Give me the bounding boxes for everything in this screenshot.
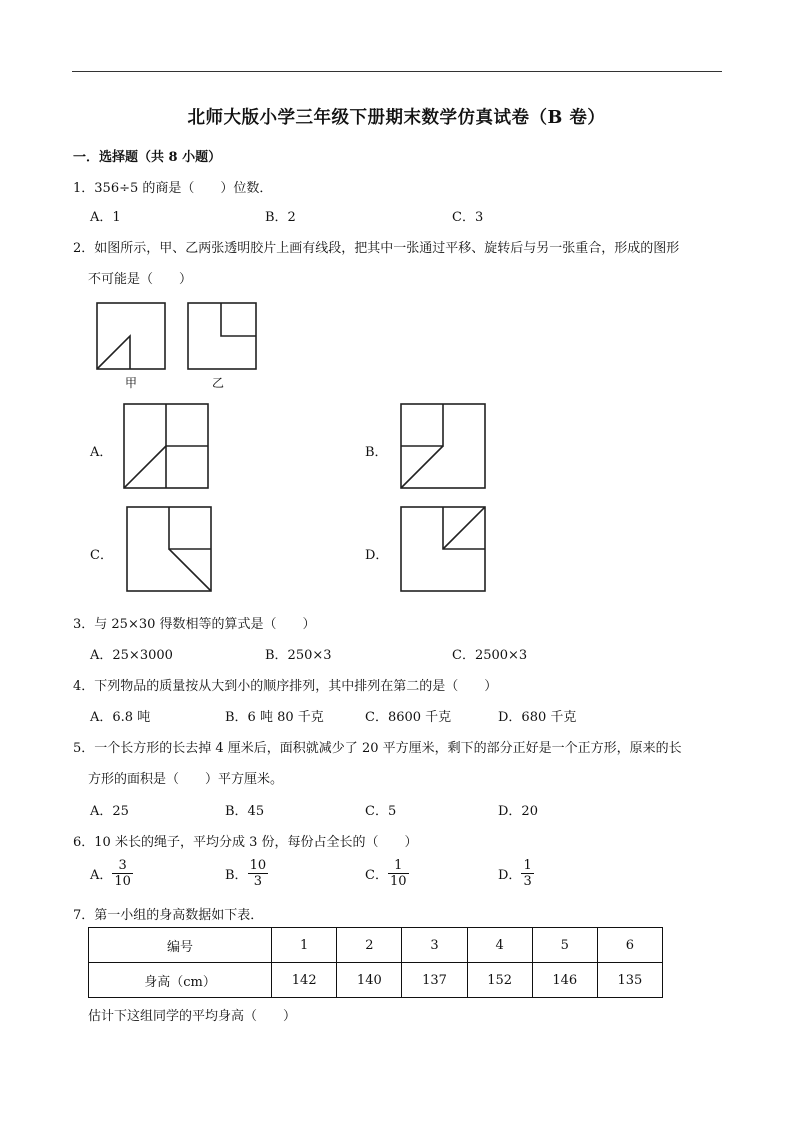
q6-option-b-label: B． <box>225 868 248 883</box>
table-cell: 5 <box>532 928 597 963</box>
q4-stem: 4．下列物品的质量按从大到小的顺序排列，其中排列在第二的是（ ） <box>73 679 498 694</box>
q7-question: 估计下这组同学的平均身高（ ） <box>88 1009 297 1024</box>
table-cell: 身高（cm） <box>89 963 272 998</box>
q6-option-c-label: C． <box>365 868 388 883</box>
q6-option-b <box>225 858 268 889</box>
q6-option-c <box>365 858 409 889</box>
fraction-numerator: 1 <box>523 858 532 873</box>
table-cell: 6 <box>597 928 662 963</box>
table-cell: 137 <box>402 963 467 998</box>
q5-option-b: B．45 <box>225 804 265 819</box>
table-cell: 4 <box>467 928 532 963</box>
q6-fraction-b <box>248 858 269 889</box>
fraction-denominator: 10 <box>389 874 407 889</box>
q6-option-d <box>498 858 534 889</box>
q2-option-a: A． <box>90 445 113 460</box>
section-heading: 一．选择题（共 8 小题） <box>73 150 222 165</box>
table-row <box>89 963 663 998</box>
q1-stem: 1．356÷5 的商是（ ）位数． <box>73 181 273 196</box>
table-cell: 152 <box>467 963 532 998</box>
q6-option-a-label: A． <box>90 868 113 883</box>
label-jia: 甲 <box>125 376 138 390</box>
q5-option-c: C．5 <box>365 804 397 819</box>
q6-fraction-d <box>521 858 533 889</box>
fraction-numerator: 3 <box>112 858 133 874</box>
q2-figure-d <box>400 506 488 592</box>
fraction-numerator: 10 <box>249 858 267 873</box>
q5-stem-line1: 5．一个长方形的长去掉 4 厘米后，面积就减少了 20 平方厘米，剩下的部分正好是一个正方形，原来的长 <box>73 741 682 756</box>
table-cell: 编号 <box>89 928 272 963</box>
q1-option-b: B．2 <box>265 210 296 225</box>
q7-stem: 7．第一小组的身高数据如下表． <box>73 908 264 923</box>
q3-option-c: C．2500×3 <box>452 648 528 663</box>
q2-option-b: B． <box>365 445 388 460</box>
q4-option-c: C．8600 千克 <box>365 710 452 725</box>
fraction-denominator: 3 <box>523 874 532 889</box>
figure-jia <box>96 302 168 372</box>
table-cell: 146 <box>532 963 597 998</box>
q2-option-c: C． <box>90 548 113 563</box>
q5-option-d: D．20 <box>498 804 538 819</box>
q4-option-a: A．6.8 吨 <box>90 710 151 725</box>
q2-figure-a <box>123 403 211 489</box>
table-cell: 2 <box>337 928 402 963</box>
q6-fraction-a <box>112 858 133 889</box>
q4-option-d: D．680 千克 <box>498 710 577 725</box>
q2-figure-c <box>126 506 214 592</box>
q2-stem-line2: 不可能是（ ） <box>88 272 193 287</box>
fraction-denominator: 3 <box>253 874 262 889</box>
q3-stem: 3．与 25×30 得数相等的算式是（ ） <box>73 617 316 632</box>
q6-option-d-label: D． <box>498 868 522 883</box>
q1-option-c: C．3 <box>452 210 484 225</box>
q3-option-a: A．25×3000 <box>90 648 173 663</box>
q1-option-a: A．1 <box>90 210 121 225</box>
figure-yi <box>187 302 259 372</box>
q2-stem-line1: 2．如图所示，甲、乙两张透明胶片上画有线段，把其中一张通过平移、旋转后与另一张重合，形成的图形 <box>73 241 680 256</box>
height-table <box>88 927 663 998</box>
table-cell: 142 <box>272 963 337 998</box>
q5-option-a: A．25 <box>90 804 129 819</box>
q6-option-a <box>90 858 133 889</box>
fraction-denominator: 10 <box>114 874 131 889</box>
top-rule <box>72 71 722 72</box>
q5-stem-line2: 方形的面积是（ ）平方厘米。 <box>88 772 284 787</box>
q3-option-b: B．250×3 <box>265 648 332 663</box>
fraction-numerator: 1 <box>388 858 409 874</box>
table-cell: 1 <box>272 928 337 963</box>
label-yi: 乙 <box>212 376 225 390</box>
table-cell: 3 <box>402 928 467 963</box>
q2-option-d: D． <box>365 548 389 563</box>
table-cell: 140 <box>337 963 402 998</box>
q6-fraction-c <box>388 858 409 889</box>
page-title: 北师大版小学三年级下册期末数学仿真试卷（B 卷） <box>187 108 606 128</box>
table-header-row <box>89 928 663 963</box>
table-cell: 135 <box>597 963 662 998</box>
q2-figure-b <box>400 403 488 489</box>
q6-stem: 6．10 米长的绳子，平均分成 3 份，每份占全长的（ ） <box>73 835 418 850</box>
q4-option-b: B．6 吨 80 千克 <box>225 710 324 725</box>
